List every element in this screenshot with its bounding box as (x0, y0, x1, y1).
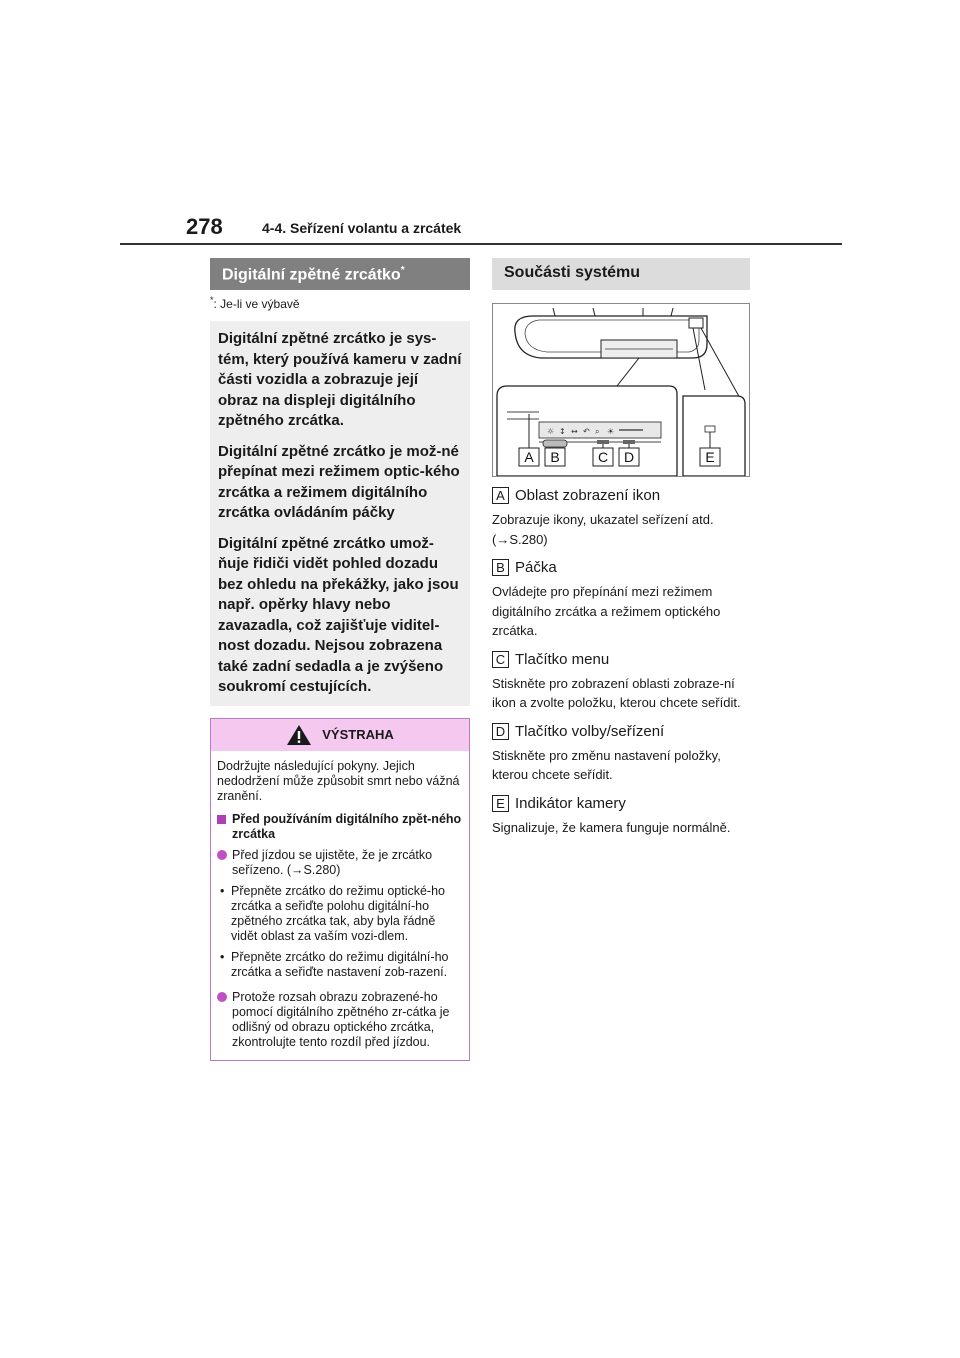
mirror-diagram (493, 304, 749, 476)
section-title: Digitální zpětné zrcátko (222, 266, 401, 284)
part-letter: A (492, 487, 509, 504)
part-a (492, 487, 750, 549)
rotate-icon: ↶ (583, 427, 590, 436)
figure-label-b: B (550, 449, 560, 465)
tilt-icon: ↕ (559, 427, 566, 436)
part-title: Páčka (515, 559, 557, 576)
intro-paragraph-2: Digitální zpětné zrcátko je mož-né přepínat mezi režimem optic-kého zrcátka a režimem digitálního zrcátka ovládáním páčky (218, 442, 460, 521)
part-description: Stiskněte pro zobrazení oblasti zobraze-ní ikon a zvolte položku, kterou chcete seřídit. (492, 675, 741, 710)
footnote-text: : Je-li ve výbavě (213, 297, 300, 311)
figure-label-d: D (623, 449, 635, 465)
warning-subheading (217, 812, 463, 842)
warning-item-text: Protože rozsah obrazu zobrazené-ho pomocí digitálního zpětného zr-cátka je odlišný od obrazu optického zrcátka, zkontrolujte tento rozdíl před jízdou. (232, 989, 450, 1049)
part-title: Tlačítko menu (515, 650, 610, 668)
square-bullet-icon (217, 815, 226, 824)
zoom-icon: ⌕ (595, 427, 600, 436)
intro-paragraph-1: Digitální zpětné zrcátko je sys-tém, který používá kameru v zadní části vozidla a zobrazuje její obraz na displeji digitálního zpětného zrcátka. (218, 330, 462, 429)
left-column (210, 258, 470, 1061)
warning-triangle-icon (286, 724, 312, 746)
part-letter: E (492, 795, 509, 812)
part-letter: D (492, 723, 509, 740)
intro-box (210, 321, 470, 706)
sun-icon: ☼ (547, 427, 555, 436)
part-d (492, 723, 750, 785)
warning-header (211, 719, 469, 751)
part-title: Tlačítko volby/seřízení (515, 722, 665, 740)
chapter-title: 4-4. Seřízení volantu a zrcátek (262, 220, 462, 236)
warning-body (211, 751, 469, 1060)
figure-label-e: E (705, 449, 715, 465)
intro-paragraph-3: Digitální zpětné zrcátko umož-ňuje řidiči vidět pohled dozadu bez ohledu na překážky, jako jsou např. opěrky hlavy nebo zavazadla, což zajišťuje viditel-nost dozadu. Nejsou zobrazena také zadní sedadla a je zvýšeno soukromí cestujících. (218, 534, 459, 695)
part-description: Signalizuje, že kamera funguje normálně. (492, 819, 731, 835)
part-description: Stiskněte pro změnu nastavení položky, kterou chcete seřídit. (492, 747, 721, 782)
header-rule (120, 243, 842, 245)
warning-title: VÝSTRAHA (322, 727, 394, 742)
warning-item-text: Před jízdou se ujistěte, že je zrcátko seřízeno. (→S.280) (232, 847, 433, 877)
section-heading-components: Součásti systému (492, 258, 750, 290)
part-letter: B (492, 559, 509, 576)
figure-label-c: C (597, 449, 609, 465)
part-title: Indikátor kamery (515, 794, 626, 812)
width-icon: ↔ (571, 427, 578, 436)
warning-item (217, 848, 463, 878)
bullet-icon: • (220, 949, 225, 964)
warning-box (210, 718, 470, 1061)
circle-bullet-icon (217, 850, 227, 860)
warning-subitem (217, 950, 463, 980)
part-b (492, 559, 750, 641)
part-letter: C (492, 651, 509, 668)
warning-subheading-text: Před používáním digitálního zpět-ného zrcátka (232, 811, 462, 841)
brightness-icon: ☀ (607, 427, 615, 436)
warning-subitem-text: Přepněte zrcátko do režimu digitální-ho zrcátka a seřiďte nastavení zob-razení. (231, 949, 449, 979)
part-description: Ovládejte pro přepínání mezi režimem digitálního zrcátka a režimem optického zrcátka. (492, 584, 721, 638)
circle-bullet-icon (217, 992, 227, 1002)
footnote-asterisk: * (210, 295, 214, 305)
page-number: 278 (186, 214, 223, 239)
warning-subitem (217, 884, 463, 944)
bullet-icon: • (220, 883, 225, 898)
part-e (492, 795, 750, 838)
section-heading-digital-mirror (210, 258, 470, 290)
warning-intro: Dodržujte následující pokyny. Jejich nedodržení může způsobit smrt nebo vážná zranění. (217, 758, 460, 803)
footnote (210, 295, 470, 311)
section-title-asterisk: * (400, 265, 405, 276)
mirror-illustration (492, 303, 750, 477)
part-title: Oblast zobrazení ikon (515, 487, 661, 504)
figure-label-a: A (524, 449, 534, 465)
warning-item (217, 990, 463, 1050)
part-c (492, 651, 750, 713)
warning-subitem-text: Přepněte zrcátko do režimu optické-ho zrcátka a seřiďte polohu digitální-ho zpětného zrcátka tak, aby byla řádně vidět oblast za vaším vozi-dlem. (231, 883, 445, 943)
part-description: Zobrazuje ikony, ukazatel seřízení atd. (→S.280) (492, 512, 714, 547)
right-column (492, 258, 750, 837)
